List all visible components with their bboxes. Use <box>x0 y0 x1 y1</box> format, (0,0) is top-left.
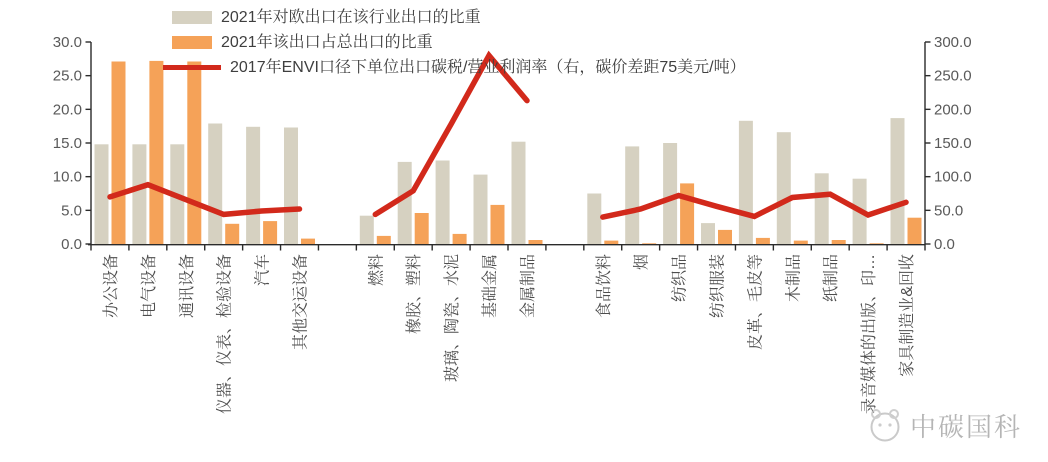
bar-series1 <box>512 142 526 244</box>
left-axis-tick-label: 20.0 <box>52 101 82 119</box>
category-label: 其他交运设备 <box>292 254 310 351</box>
category-label: 家具制造业&回收 <box>899 254 916 377</box>
bar-series1 <box>587 194 601 245</box>
bar-series1 <box>360 216 374 244</box>
category-label: 办公设备 <box>103 254 120 319</box>
legend-item-eu-export-share <box>172 5 746 30</box>
bar-series1 <box>436 161 450 245</box>
bar-series2 <box>756 238 770 244</box>
bar-series1 <box>95 144 109 244</box>
category-label: 燃料 <box>368 254 386 287</box>
bar-series2 <box>415 213 429 244</box>
category-label: 仪器、仪表、检验设备 <box>216 254 234 415</box>
watermark-logo-icon <box>866 403 904 448</box>
bar-series1 <box>777 132 791 244</box>
category-label: 录音媒体的出版、印… <box>861 254 879 415</box>
bar-series1 <box>398 162 412 244</box>
bar-series1 <box>891 118 905 244</box>
left-axis-tick-label: 15.0 <box>52 135 82 152</box>
left-axis-tick-label: 30.0 <box>52 34 82 51</box>
bar-series2 <box>908 218 922 244</box>
watermark <box>866 403 1022 448</box>
category-label: 金属制品 <box>520 254 537 319</box>
bar-series2 <box>832 240 846 244</box>
bar-series2 <box>377 236 391 244</box>
right-axis-tick-label: 200.0 <box>934 101 972 119</box>
bar-series1 <box>625 146 639 244</box>
category-label: 木制品 <box>785 254 803 303</box>
category-label: 电气设备 <box>140 254 158 319</box>
bar-series1 <box>246 127 260 244</box>
bar-series2 <box>870 243 884 244</box>
bar-series2 <box>529 240 543 244</box>
watermark-text: 中碳国科 <box>909 412 1022 442</box>
bar-series2 <box>112 62 126 245</box>
bar-series1 <box>815 173 829 244</box>
legend-label-total-export-share: 2021年该出口占总出口的比重 <box>221 33 433 51</box>
right-axis-tick-label: 100.0 <box>934 168 972 186</box>
legend-swatch-total-export-share <box>172 36 212 49</box>
bar-series1 <box>132 144 146 244</box>
bar-series2 <box>263 221 277 244</box>
bar-series1 <box>284 128 298 245</box>
legend-swatch-carbon-tax-line <box>163 65 221 70</box>
bar-series1 <box>474 175 488 244</box>
category-label: 食品饮料 <box>595 254 613 319</box>
category-label: 橡胶、塑料 <box>406 254 424 335</box>
category-label: 纺织服装 <box>709 254 727 319</box>
left-axis-tick-label: 5.0 <box>61 202 82 220</box>
legend-label-eu-export-share: 2021年对欧出口在该行业出口的比重 <box>221 8 481 26</box>
bar-series2 <box>301 239 315 244</box>
category-label: 纸制品 <box>823 254 841 303</box>
bar-series2 <box>642 243 656 244</box>
category-label: 烟 <box>633 254 651 271</box>
bar-series2 <box>491 205 505 244</box>
right-axis-tick-label: 50.0 <box>934 202 964 220</box>
bar-series1 <box>739 121 753 244</box>
right-axis-tick-label: 250.0 <box>934 67 972 85</box>
category-label: 纺织品 <box>671 254 689 303</box>
category-label: 汽车 <box>254 254 272 287</box>
legend-swatch-eu-export-share <box>172 11 212 24</box>
bar-series1 <box>701 223 715 244</box>
legend-item-carbon-tax-line <box>172 55 746 80</box>
bar-series2 <box>149 61 163 244</box>
left-axis-tick-label: 0.0 <box>61 236 82 253</box>
bar-series1 <box>663 143 677 244</box>
bar-series2 <box>718 230 732 244</box>
bar-series2 <box>225 224 239 244</box>
right-axis-tick-label: 150.0 <box>934 135 972 152</box>
bar-series2 <box>604 241 618 244</box>
bar-series2 <box>453 234 467 244</box>
bar-series1 <box>208 124 222 245</box>
legend-item-total-export-share <box>172 30 746 55</box>
left-axis-tick-label: 10.0 <box>52 168 82 186</box>
category-label: 玻璃、陶瓷、水泥 <box>444 253 462 383</box>
category-label: 通讯设备 <box>178 254 196 319</box>
right-axis-tick-label: 0.0 <box>934 236 955 253</box>
legend-label-carbon-tax-line: 2017年ENVI口径下单位出口碳税/营业利润率（右，碳价差距75美元/吨） <box>230 58 746 76</box>
category-label: 基础金属 <box>482 254 499 319</box>
chart-legend <box>172 5 746 80</box>
bar-series2 <box>794 241 808 244</box>
bar-series2 <box>187 62 201 245</box>
left-axis-tick-label: 25.0 <box>52 67 82 85</box>
category-label: 皮革、毛皮等 <box>747 254 765 351</box>
bar-series2 <box>680 183 694 244</box>
right-axis-tick-label: 300.0 <box>934 34 972 51</box>
